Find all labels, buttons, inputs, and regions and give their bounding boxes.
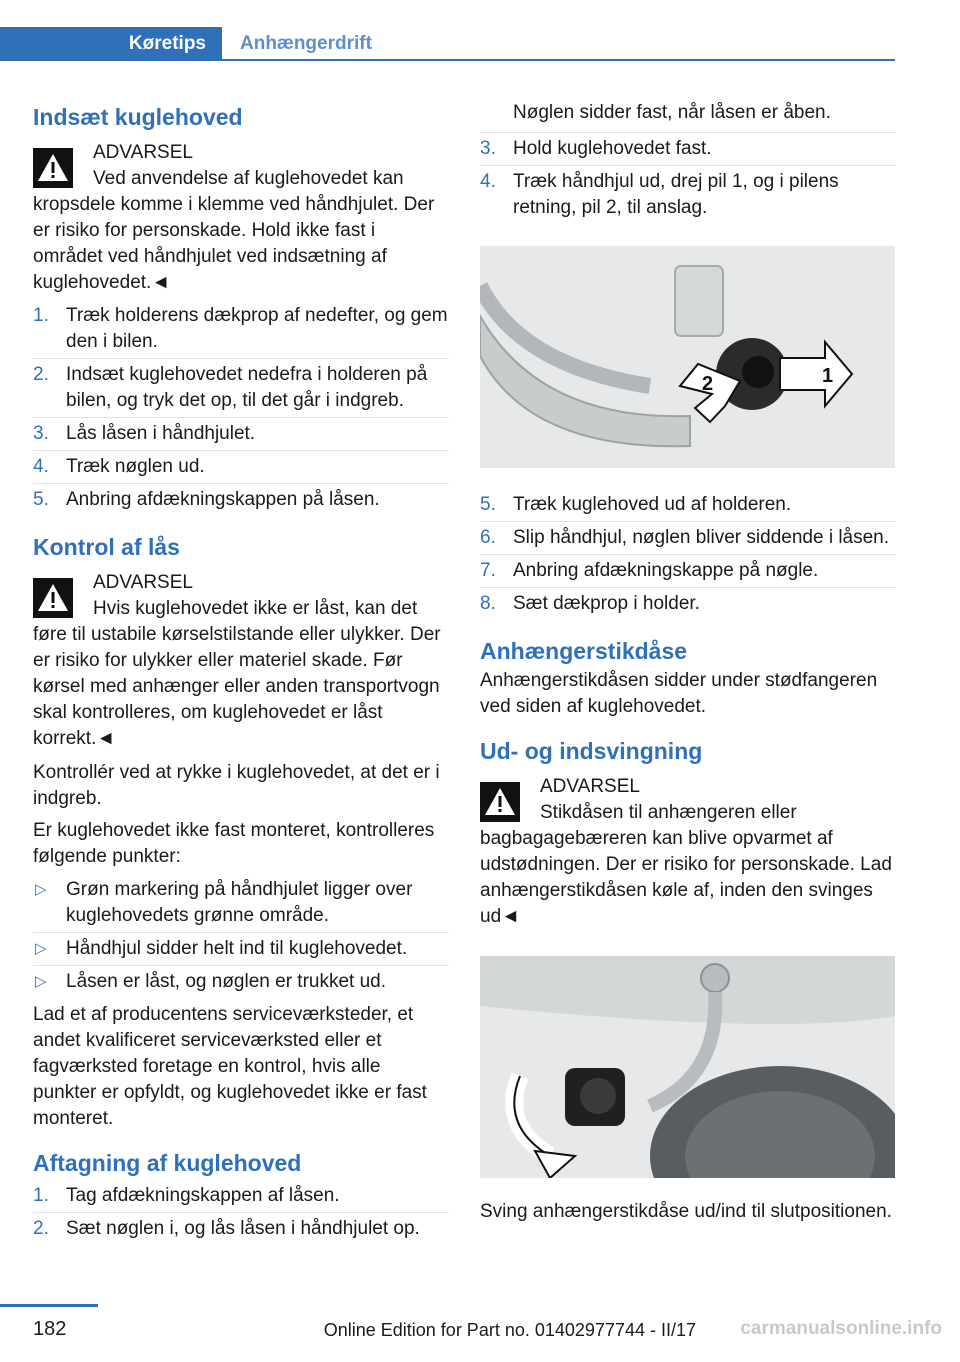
warning-text: Ved anvendelse af kuglehovedet kan kropsdele komme i klemme ved håndhjulet. Der er risiko for personskade. Hold ikke fast i området ved håndhjulet ved indsætning af kuglehovedet.◄ [33, 168, 435, 293]
triangle-bullet-icon: ▷ [35, 940, 47, 957]
step-item: 2. Sæt nøglen i, og lås låsen i håndhjulet op. [33, 1218, 420, 1239]
right-column [480, 100, 896, 1225]
step-item: 7. Anbring afdækningskappe på nøgle. [480, 555, 896, 588]
warning-box [33, 140, 449, 296]
socket-illustration [480, 956, 895, 1178]
steps-remove [33, 1180, 449, 1245]
warning-text: Hvis kuglehovedet ikke er låst, kan det føre til ustabile kørselstilstande eller ulykker. Der er risiko for ulykker eller materiel skade. Før kørsel med anhænger eller anden transportvogn skal kontrolleres, om kuglehovedet er låst korrekt.◄ [33, 598, 441, 749]
step-item: 6. Slip håndhjul, nøglen bliver siddende i låsen. [480, 522, 896, 555]
continued-text: Nøglen sidder fast, når låsen er åben. [480, 100, 896, 133]
section-title-swing: Ud- og indsvingning [480, 738, 703, 764]
step-item: 4. Træk nøglen ud. [33, 451, 449, 484]
steps-remove-continued [480, 133, 896, 224]
warning-triangle-icon [33, 578, 73, 618]
warning-box [33, 570, 449, 752]
tab-koretips[interactable]: Køretips [0, 27, 222, 60]
footer-rule [0, 1304, 98, 1307]
step-item: 2. Indsæt kuglehovedet nedefra i holderen på bilen, og tryk det op, til det går i indgreb. [33, 359, 449, 418]
step-item: 3. Hold kuglehovedet fast. [480, 133, 896, 166]
step-item: 4. Træk håndhjul ud, drej pil 1, og i pilens retning, pil 2, til anslag. [480, 171, 839, 218]
section-title-remove-ball: Aftagning af kuglehoved [33, 1150, 302, 1176]
tab-anhaengerdrift[interactable]: Anhængerdrift [240, 33, 372, 54]
left-column [33, 100, 449, 1245]
warning-triangle-icon [33, 148, 73, 188]
triangle-bullet-icon: ▷ [35, 881, 47, 898]
steps-finish [480, 489, 896, 620]
section-title-socket: Anhængerstikdåse [480, 638, 688, 664]
arrow-label-1: 1 [822, 365, 834, 387]
warning-title: ADVARSEL [93, 572, 193, 593]
step-item: 5. Træk kuglehoved ud af holderen. [480, 489, 896, 522]
paragraph: Kontrollér ved at rykke i kuglehovedet, at det er i indgreb. [33, 762, 440, 809]
header-rule [0, 59, 895, 61]
list-item: ▷ Grøn markering på håndhjulet ligger over kuglehovedets grønne område. [33, 874, 449, 933]
edition-note: Online Edition for Part no. 01402977744 - II/17 [323, 1320, 696, 1340]
triangle-bullet-icon: ▷ [35, 973, 47, 990]
figure-caption: Sving anhængerstikdåse ud/ind til slutpositionen. [480, 1201, 892, 1222]
watermark: carmanualsonline.info [740, 1318, 942, 1339]
list-item: ▷ Låsen er låst, og nøglen er trukket ud. [33, 966, 449, 998]
step-item: 1. Træk holderens dækprop af nedefter, og gem den i bilen. [33, 300, 449, 359]
step-item: 3. Lås låsen i håndhjulet. [33, 418, 449, 451]
paragraph: Anhængerstikdåsen sidder under stødfangeren ved siden af kuglehovedet. [480, 670, 878, 717]
steps-insert [33, 300, 449, 516]
arrow-label-2: 2 [702, 373, 714, 395]
warning-triangle-icon [480, 782, 520, 822]
warning-title: ADVARSEL [540, 776, 640, 797]
step-item: 8. Sæt dækprop i holder. [480, 593, 700, 614]
warning-box [480, 774, 896, 930]
handwheel-illustration [480, 246, 895, 468]
paragraph: Er kuglehovedet ikke fast monteret, kontrolleres følgende punkter: [33, 820, 435, 867]
step-item: 1. Tag afdækningskappen af låsen. [33, 1180, 449, 1213]
paragraph: Lad et af producentens serviceværksteder, et andet kvalificeret serviceværksted eller et fagværksted foretage en kontrol, hvis alle punkter er opfyldt, og kuglehovedet ikke er fast monteret. [33, 1004, 427, 1129]
step-item: 5. Anbring afdækningskappen på låsen. [33, 489, 380, 510]
warning-title: ADVARSEL [93, 142, 193, 163]
warning-text: Stikdåsen til anhængeren eller bagbagagebæreren kan blive opvarmet af udstødningen. Der er risiko for personskade. Lad anhængerstikdåsen køle af, inden den svinges ud◄ [480, 802, 892, 927]
chapter-header [0, 0, 895, 60]
list-item: ▷ Håndhjul sidder helt ind til kuglehovedet. [33, 933, 449, 966]
check-list [33, 874, 449, 998]
section-title-lock-check: Kontrol af lås [33, 534, 180, 560]
page-number: 182 [33, 1318, 67, 1340]
section-title-insert-ball: Indsæt kuglehoved [33, 104, 243, 130]
